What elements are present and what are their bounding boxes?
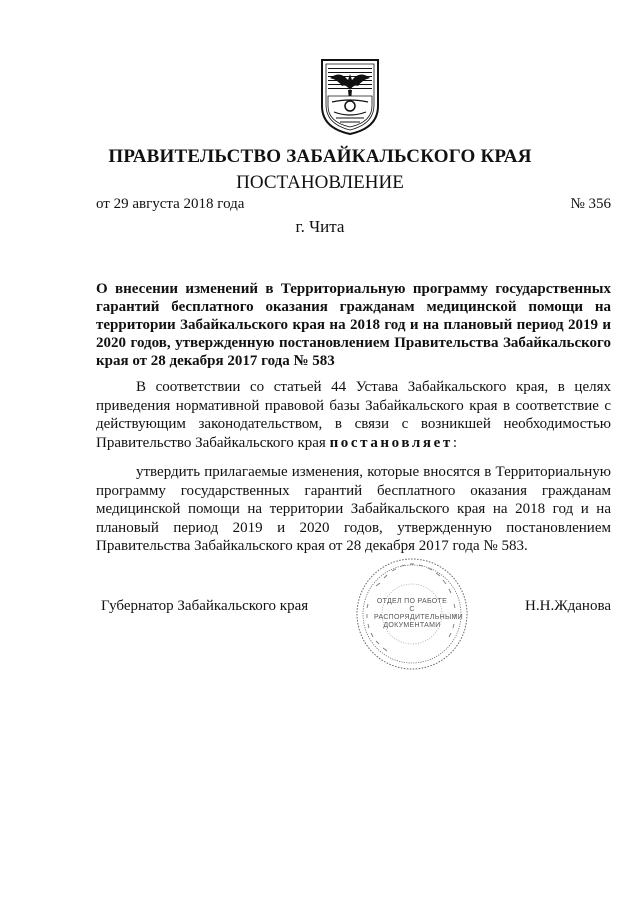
body-paragraph-2: утвердить прилагаемые изменения, которые вносятся в Территориальную программу государственных гарантий бесплатного оказания гражданам медицинской помощи на территории Забайкальского края на 2018 год и на плановый период 2019 и 2020 годов, утвержденную постановлением Правительства Забайкальского края от 28 декабря 2017 года № 583. <box>96 464 611 554</box>
document-type: ПОСТАНОВЛЕНИЕ <box>236 172 404 193</box>
government-title: ПРАВИТЕЛЬСТВО ЗАБАЙКАЛЬСКОГО КРАЯ <box>108 146 532 167</box>
document-date: от 29 августа 2018 года <box>96 196 245 212</box>
document-number: № 356 <box>570 196 611 212</box>
signer-name: Н.Н.Жданова <box>525 598 611 614</box>
stamp-center-text: ОТДЕЛ ПО РАБОТЕ С РАСПОРЯДИТЕЛЬНЫМИ ДОКУМЕНТАМИ <box>374 598 463 629</box>
document-subject: О внесении изменений в Территориальную программу государственных гарантий бесплатного оказания гражданам медицинской помощи на территории Забайкальского края на 2018 год и на плановый период 2019 и 2020 годов, утвержденную постановлением Правительства Забайкальского края от 28 декабря 2017 года № 583 <box>96 281 611 369</box>
document-city: г. Чита <box>295 217 345 236</box>
coat-of-arms-icon <box>318 56 382 136</box>
paragraph-1-end: : <box>452 434 458 451</box>
signer-title: Губернатор Забайкальского края <box>101 598 309 614</box>
resolution-keyword: постановляет <box>329 434 453 451</box>
paragraph-1-text: В соответствии со статьей 44 Устава Забайкальского края, в целях приведения нормативной правовой базы Забайкальского края в соответствие с действующим законодательством, в связи с возникшей необходимостью Правительство Забайкальского края <box>96 379 611 451</box>
body-paragraph-1 <box>96 378 611 452</box>
